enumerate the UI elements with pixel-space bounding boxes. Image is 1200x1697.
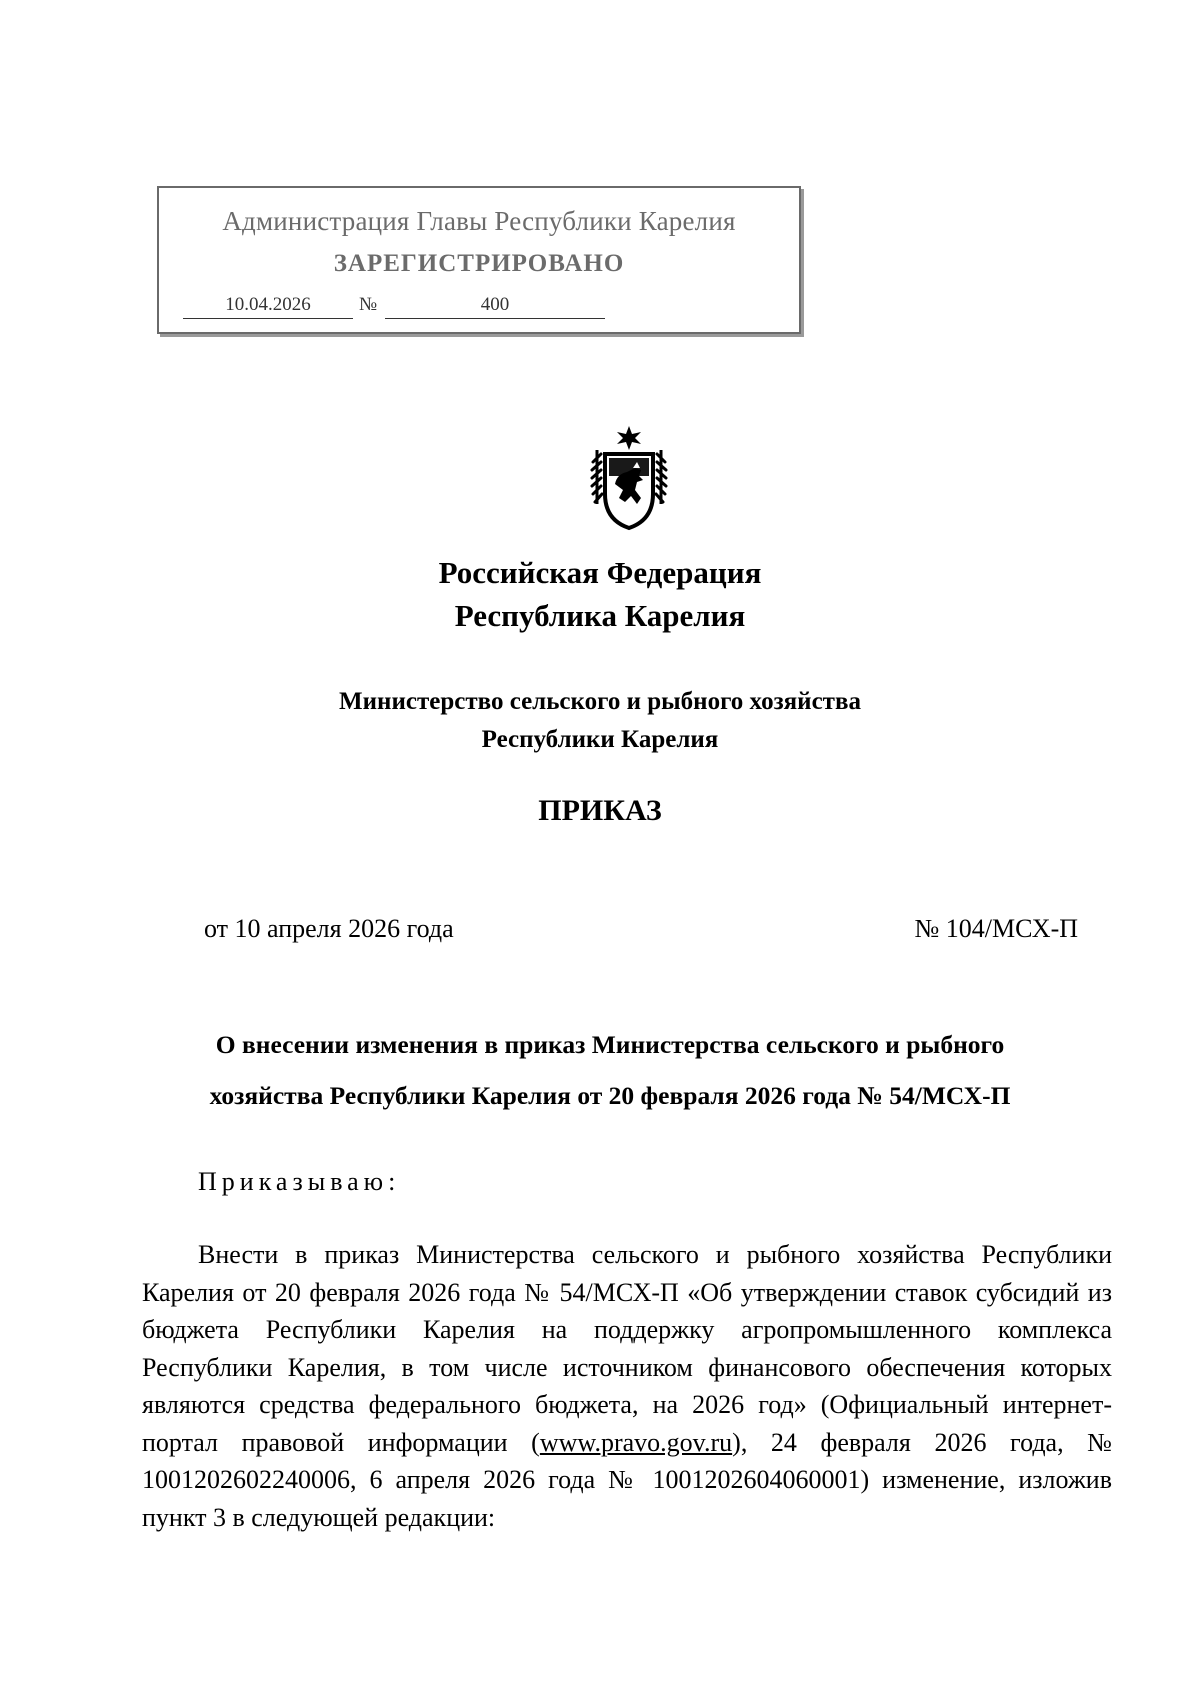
stamp-number: 400 <box>385 294 605 319</box>
order-word: Приказываю: <box>198 1167 401 1196</box>
stamp-date: 10.04.2026 <box>183 294 353 319</box>
document-type: ПРИКАЗ <box>538 794 662 827</box>
ministry-name-line1: Министерство сельского и рыбного хозяйства <box>339 688 861 715</box>
stamp-organization: Администрация Главы Республики Карелия <box>222 206 736 236</box>
ministry-name-line2: Республики Карелия <box>481 726 719 753</box>
paragraph-part1: Внести в приказ Министерства сельского и рыбного хозяйства Республики Карелия от 20 февраля 2026 года № 54/МСХ-П «Об утверждении ставок субсидий из бюджета Республики Карелия на поддержку агропромышленного комплекса Республики Карелия, в том числе источником финансового обеспечения которых являются средства федерального бюджета, на 2026 год» (Официальный интернет-портал правовой информации ( <box>142 1240 1112 1457</box>
region-name: Республика Карелия <box>454 598 746 633</box>
order-title-line1: О внесении изменения в приказ Министерства сельского и рыбного <box>215 1030 1005 1059</box>
stamp-number-label: № <box>359 294 378 315</box>
paragraph-part2: ), 24 февраля 2026 года, № 1001202602240006, 6 апреля 2026 года № 1001202604060001) изменение, изложив пункт 3 в следующей редакции: <box>142 1427 1112 1532</box>
order-title-line2: хозяйства Республики Карелия от 20 февраля 2026 года № 54/МСХ-П <box>209 1081 1011 1110</box>
registration-stamp <box>157 186 801 334</box>
order-date: от 10 апреля 2026 года <box>204 914 454 943</box>
pravo-link[interactable]: www.pravo.gov.ru <box>539 1427 733 1457</box>
order-number: № 104/МСХ-П <box>914 914 1078 943</box>
order-paragraph <box>142 1236 1112 1536</box>
karelia-coat-of-arms-icon <box>583 424 675 532</box>
country-name: Российская Федерация <box>438 555 762 590</box>
stamp-status: ЗАРЕГИСТРИРОВАНО <box>333 250 625 277</box>
